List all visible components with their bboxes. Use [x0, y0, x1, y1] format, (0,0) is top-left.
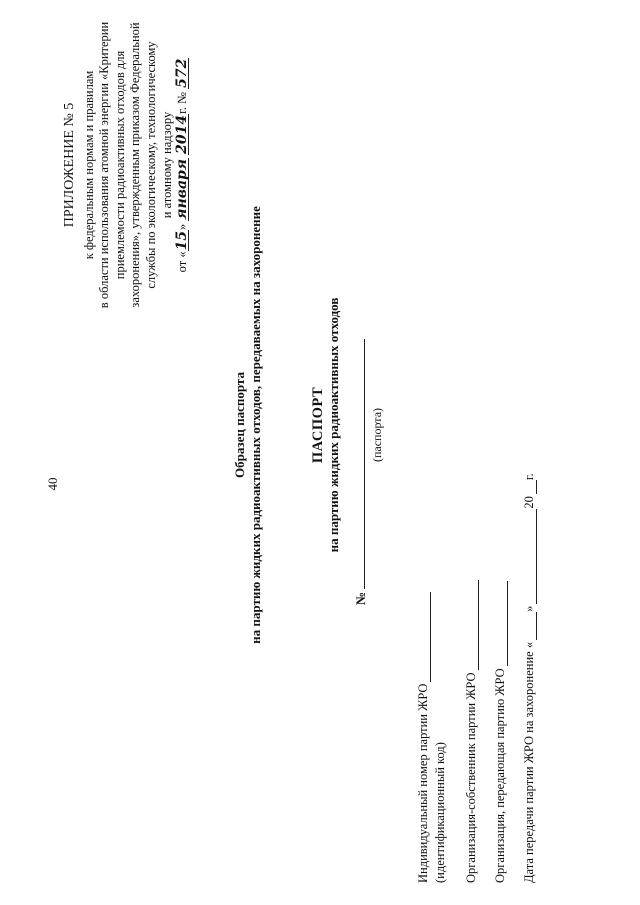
passport-title — [310, 115, 342, 735]
passport-number-blank — [352, 339, 365, 589]
sample-title-line1: Образец паспорта — [232, 372, 247, 478]
field-label: Организация, передающая партию ЖРО — [493, 668, 507, 883]
handwritten-month: января — [174, 159, 191, 220]
sample-title — [232, 115, 264, 735]
order-date-line — [175, 5, 191, 325]
handwritten-order-number: 572 — [174, 58, 191, 88]
appendix-line: в области использования атомной энергии «Критерии — [97, 21, 112, 309]
field-blank — [419, 592, 431, 682]
field-transferring-org — [493, 183, 508, 883]
field-individual-number-sub: (идентификационный код) — [433, 742, 447, 883]
passport-number-line — [352, 245, 369, 605]
field-transfer-date — [522, 183, 537, 883]
field-owner-org — [464, 183, 479, 883]
appendix-line: захоронения», утвержденным приказом Федеральной — [128, 22, 143, 308]
field-label: Индивидуальный номер партии ЖРО — [416, 683, 430, 883]
field-individual-number — [416, 183, 431, 883]
appendix-title: ПРИЛОЖЕНИЕ № 5 — [62, 102, 77, 228]
date-suffix: г. — [522, 473, 536, 481]
date-year-prefix: 20 — [522, 496, 536, 509]
number-sign: № — [353, 591, 368, 605]
page-number: 40 — [45, 477, 60, 491]
field-label: Организация-собственник партии ЖРО — [464, 672, 478, 883]
passport-heading: ПАСПОРТ — [310, 386, 326, 464]
appendix-block — [62, 5, 191, 325]
appendix-line: к федеральным нормам и правилам — [81, 70, 96, 260]
sample-title-line2: на партию жидких радиоактивных отходов, передаваемых на захоронение — [248, 206, 263, 644]
passport-number-hint: (паспорта) — [370, 407, 384, 463]
appendix-line: приемлемости радиоактивных отходов для — [112, 50, 127, 280]
appendix-line: службы по экологическому, технологическому — [143, 41, 158, 289]
date-prefix: от « — [175, 251, 190, 273]
appendix-line: и атомному надзору — [159, 111, 174, 219]
handwritten-day: 15 — [174, 230, 191, 251]
date-year-blank — [525, 480, 537, 494]
field-blank — [467, 580, 479, 670]
passport-fields — [416, 183, 551, 883]
handwritten-year: 2014 — [174, 114, 191, 154]
passport-subheading: на партию жидких радиоактивных отходов — [326, 297, 341, 553]
field-label: Дата передачи партии ЖРО на захоронение « — [522, 641, 536, 883]
field-blank — [496, 581, 508, 666]
date-day-blank — [525, 612, 537, 640]
date-mid: » — [522, 605, 536, 612]
date-mid: » — [175, 223, 190, 230]
date-month-blank — [525, 509, 537, 604]
date-year-suffix: г. № — [175, 92, 190, 114]
